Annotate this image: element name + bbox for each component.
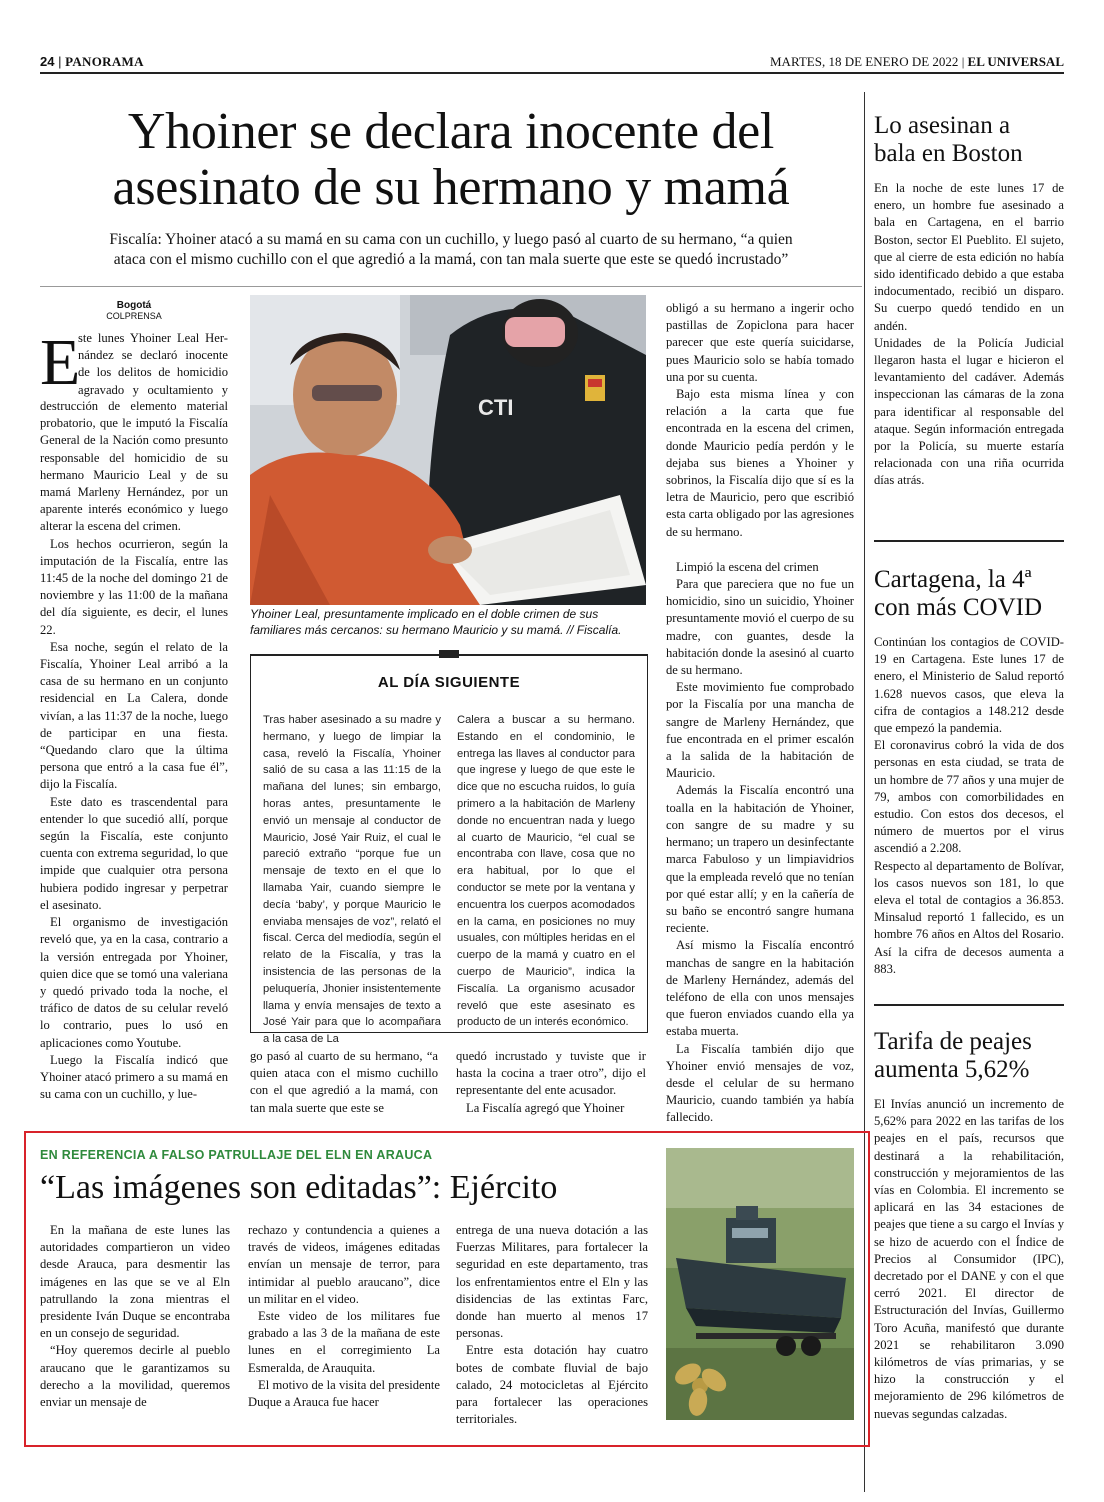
paragraph: Entre esta dotación hay cuatro botes de combate fluvial de bajo calado, 24 motocicletas al Ejército para fortalecer las operaciones territoriales. xyxy=(456,1343,648,1427)
paper-name: EL UNIVERSAL xyxy=(967,54,1064,69)
header-right: MARTES, 18 DE ENERO DE 2022 | EL UNIVERSAL xyxy=(770,54,1064,69)
main-photo xyxy=(250,295,646,605)
sidebar-story-3 xyxy=(874,1028,1064,1423)
brief-title-line: bala en Boston xyxy=(874,140,1023,167)
deck-line-2: ataca con el mismo cuchillo con el que agredió a la mamá, con tan mala suerte que este se quedó incrustado” xyxy=(113,251,789,268)
paragraph: La Fiscalía agregó que Yhoiner xyxy=(466,1100,625,1115)
article-column-4 xyxy=(666,300,854,1127)
paragraph: Este video de los militares fue grabado a las 3 de la mañana de este lunes en el corregimiento La Esmeralda, de Arauquita. xyxy=(248,1309,440,1375)
paragraph: El organismo de investigación reveló que, ya en la casa, contrario a la versión entregada por Yhoiner, quien dice que se tomó una valeriana y quedó privado toda la noche, el tráfico de datos de su celular reveló lo contrario, pues lo usó en aplicaciones como Youtube. xyxy=(40,915,228,1050)
paragraph: obligó a su hermano a ingerir ocho pastillas de Zopiclona para hacer parecer que este quería suicidarse, pues Mauricio solo se había tomado una por su cuenta. xyxy=(666,301,854,384)
deck-rule xyxy=(40,286,862,287)
bottom-column-3 xyxy=(456,1222,648,1428)
page-folio: 24 | PANORAMA xyxy=(40,54,144,69)
brief-title-line: Cartagena, la 4ª xyxy=(874,566,1032,593)
paragraph: quedó incrustado y tuviste que ir hasta la cocina a traer otro”, dijo el representante del ente acusador. xyxy=(456,1049,646,1098)
bottom-column-1 xyxy=(40,1222,230,1411)
photo-illustration xyxy=(250,295,646,605)
dateline xyxy=(40,300,228,321)
dropcap-letter: E xyxy=(40,326,81,399)
paragraph: En la mañana de este lunes las autoridades compartieron un video desde Arauca, para desmentir las imágenes en las que se ve al Eln patrullando la zona mientras el presidente Iván Duque se encontraba en un consejo de seguridad. xyxy=(40,1223,230,1341)
bottom-headline: “Las imágenes son editadas”: Ejército xyxy=(40,1169,558,1206)
paragraph: Bajo esta misma línea y con relación a la carta que fue encontrada en la escena del crimen, donde Mauricio pedía perdón y le dejaba sus bienes a Yhoiner y sobrinos, la Fiscalía dijo que sí es la letra de Mauricio, pero que escribió esta carta obligado por las agresiones de su hermano. xyxy=(666,387,854,539)
headline-line-1: Yhoiner se declara inocente del xyxy=(127,103,775,160)
article-column-1 xyxy=(40,326,228,1103)
paragraph: destrucción de elemento material probatorio, que le imputó la Fiscalía General de la Nación como presunto responsable del homicidio de su hermano Mauricio Leal y de su mamá Marleny Hernández, por un aparente interés económico y luego alterar la escena del crimen. xyxy=(40,399,228,534)
col1-line: ste lunes Yhoiner Leal Her- xyxy=(78,331,228,345)
photo-caption: Yhoiner Leal, presuntamente implicado en el doble crimen de sus familiares más cercanos: su hermano Mauricio y su mamá. // Fiscalía. xyxy=(250,607,622,637)
article-column-3-bottom xyxy=(456,1048,646,1117)
main-deck xyxy=(40,230,862,270)
sidebar-rule xyxy=(874,1004,1064,1006)
sidebar-box xyxy=(250,654,648,1046)
bottom-column-2 xyxy=(248,1222,440,1411)
paragraph: Los hechos ocurrieron, según la imputación de la Fiscalía, entre las 11:45 de la noche del domingo 21 de noviembre y las 11:00 de la mañana del día siguiente, es decir, el lunes 22. xyxy=(40,536,228,637)
col1-line: de los delitos de homicidio xyxy=(78,365,228,380)
brief-title-line: Tarifa de peajes xyxy=(874,1028,1032,1055)
brief-title-line: aumenta 5,62% xyxy=(874,1056,1030,1083)
bottom-kicker: EN REFERENCIA A FALSO PATRULLAJE DEL ELN EN ARAUCA xyxy=(40,1148,433,1162)
dateline-city: Bogotá xyxy=(116,300,152,311)
paragraph: Continúan los contagios de COVID-19 en Cartagena. Este lunes 17 de enero, el Ministerio de Salud reportó 1.628 nuevos casos, que eleva la cifra de contagios a 148.212 desde que empezó la pandemia. xyxy=(874,635,1064,736)
main-headline xyxy=(40,104,862,216)
paragraph: entrega de una nueva dotación a las Fuerzas Militares, para fortalecer la seguridad en este departamento, tras los enfrentamientos entre el Eln y las disidencias de las extintas Farc, donde han muerto al menos 17 personas. xyxy=(456,1223,648,1341)
paragraph: Este movimiento fue comprobado por la Fiscalía por una mancha de sangre de Marleny Hernández, que fue encontrada en el primer escalón a la salida de la habitación de Mauricio. xyxy=(666,680,854,781)
page-number: 24 xyxy=(40,54,55,69)
paragraph: Además la Fiscalía encontró una toalla en la habitación de Yhoiner, con sangre de su madre y su hermano; un trapero un desinfectante marca Fabuloso y un limpiavidrios que la empleada reveló que no tenían por qué estar allí; y en la cañería de su baño se encontró sangre humana reciente. xyxy=(666,783,854,936)
sidebar-rule xyxy=(874,540,1064,542)
boat-photo xyxy=(666,1148,854,1420)
col1-line: agravado y ocultamiento y xyxy=(78,382,228,397)
paragraph: Así mismo la Fiscalía encontró manchas de sangre en la habitación de Marleny Hernández, además del teléfono de ella con unos mensajes que fueron enviados cuando ella ya estaba muerta. xyxy=(666,938,854,1039)
sidebar-story-1 xyxy=(874,112,1064,490)
paragraph: Este dato es trascendental para entender lo que sucedió allí, porque según la Fiscalía, este conjunto cuenta con extrema seguridad, lo que impide que cualquier otra persona hubiera podido ingresar y perpetrar el asesinato. xyxy=(40,794,228,912)
header-rule xyxy=(40,72,1064,74)
dateline-agency: COLPRENSA xyxy=(106,311,162,321)
box-tab xyxy=(439,650,459,658)
brief-title-line: Lo asesinan a xyxy=(874,112,1011,139)
paragraph: El coronavirus cobró la vida de dos personas en esta ciudad, se trata de un hombre de 77 años y una mujer de 79, ambos con comorbilidades en estudio. Con estos dos decesos, el número de muertos por el virus ascendió a 2.208. xyxy=(874,738,1064,856)
paragraph: Luego la Fiscalía indicó que Yhoiner atacó primero a su mamá en su cama con un cuchillo, y lue- xyxy=(40,1052,228,1102)
box-column-2: Calera a buscar a su hermano. Estando en el condominio, le entrega las llaves al conductor para que ingrese y luego de que este le dice que no escucha ruidos, lo guía primero a la habitación de Marleny donde no encuentran nada y luego al cuarto de Mauricio, “el cual se encontraba con llave, cosa que no era habitual, por lo que el conductor se mete por la ventana y encuentra los cuerpos acomodados en la cama, en posiciones no muy usuales, con múltiples heridas en el cuerpo de la mamá y cuatro en el cuerpo de Mauricio”, indica la Fiscalía. La organismo acusador reveló que este asesinato es producto de un interés económico. xyxy=(457,714,635,1029)
article-column-2-bottom xyxy=(250,1048,438,1117)
sidebar-story-2 xyxy=(874,566,1064,978)
paragraph: “Hoy queremos decirle al pueblo araucano que le garantizamos su derecho a la movilidad, queremos enviar un mensaje de xyxy=(40,1343,230,1410)
boat-illustration xyxy=(666,1148,854,1420)
section-name: PANORAMA xyxy=(65,54,144,69)
col1-line: nández se declaró inocente xyxy=(78,348,228,363)
paragraph: Para que pareciera que no fue un homicidio, sino un suicidio, Yhoiner presuntamente movió el cuerpo de su madre, con guantes, desde la habitación donde la asesinó al cuarto de su hermano. xyxy=(666,577,854,678)
paragraph: Esa noche, según el relato de la Fiscalía, Yhoiner Leal arribó a la casa de su hermano en un conjunto residencial en La Calera, donde vivían, a las 11:37 de la noche, luego de participar en una fiesta. “Quedando claro que la última persona que entró a la casa fue él”, dijo la Fiscalía. xyxy=(40,639,228,792)
brief-title-line: con más COVID xyxy=(874,594,1043,621)
paragraph: Respecto al departamento de Bolívar, los casos nuevos son 181, lo que eleva el total de contagios a 36.853. Minsalud reportó 1 fallecido, es un hombre 76 años en Altos del Rosario. Así la cifra de decesos aumenta a 883. xyxy=(874,858,1064,976)
paragraph: La Fiscalía también dijo que Yhoiner envió mensajes de voz, desde el celular de su hermano Mauricio, cuando también ya había fallecido. xyxy=(666,1041,854,1125)
page-header xyxy=(40,52,1064,72)
subhead: Limpió la escena del crimen xyxy=(676,559,819,574)
paragraph: rechazo y contundencia a quienes a través de videos, imágenes editadas envían un mensaje de terror, para intimidar al pueblo araucano”, dice un militar en el video. xyxy=(248,1223,440,1306)
box-title: AL DÍA SIGUIENTE xyxy=(377,674,521,691)
dropcap-block xyxy=(40,326,228,399)
brief-title xyxy=(874,1028,1064,1084)
paragraph: Unidades de la Policía Judicial llegaron hasta el lugar e hicieron el levantamiento del cadáver. Además inspeccionan las cámaras de la zona para identificar al responsable del ataque. Según información entregada por la Policía, su muerte estaría relacionada con una riña ocurrida días atrás. xyxy=(874,335,1064,488)
paragraph: El Invías anunció un incremento de 5,62% para 2022 en las tarifas de los peajes en el país, recursos que destinará a la rehabilitación, construcción y mejoramientos de las vías en Colombia. El incremento se aplicará en las 34 estaciones de peajes que tiene a su cargo el Invías y se hizo de acuerdo con el Índice de Precios al Consumidor (IPC), decretado por el DANE y con el que cerró 2021. El director de Estructuración del Invías, Guillermo Toro Acuña, manifestó que durante 2021 se rehabilitaron 3.090 kilómetros de vías primarias, y se hizo la construcción y el mejoramiento de 296 kilómetros de nuevas segundas calzadas. xyxy=(874,1097,1065,1421)
issue-date: MARTES, 18 DE ENERO DE 2022 xyxy=(770,54,959,69)
paragraph: El motivo de la visita del presidente Duque a Arauca fue hacer xyxy=(248,1377,440,1410)
brief-title xyxy=(874,566,1064,622)
paragraph: go pasó al cuarto de su hermano, “a quien ataca con el mismo cuchillo con el que agredió a la mamá, con tan mala suerte que este se xyxy=(250,1049,438,1115)
cti-logo: CTI xyxy=(478,395,514,420)
brief-title xyxy=(874,112,1064,168)
deck-line-1: Fiscalía: Yhoiner atacó a su mamá en su cama con un cuchillo, y luego pasó al cuarto de su hermano, “a quien xyxy=(109,231,793,248)
headline-line-2: asesinato de su hermano y mamá xyxy=(112,159,790,216)
paragraph: En la noche de este lunes 17 de enero, un hombre fue asesinado a bala en Cartagena, en el barrio Boston, sector El Pueblito. El sujeto, que al cierre de esta edición no había sido identificado debido a que estaba indocumentado, recibió un disparo. Su cuerpo quedó tendido en un andén. xyxy=(874,181,1064,333)
box-column-1: Tras haber asesinado a su madre y hermano, y luego de limpiar la casa, reveló la Fiscalía, Yhoiner salió de su casa a las 11:15 de la mañana del lunes; sin embargo, horas antes, presuntamente le envió un mensaje al conductor de Mauricio, José Yair Ruiz, el cual le pareció extraño “porque fue un mensaje de texto en el que lo llamaba Yair, cuando siempre le decía ‘baby’, y porque Mauricio le enviaba mensajes de voz”, relató el fiscal. Cerca del mediodía, según el relato de la Fiscalía, y tras la insistencia de las personas de la peluquería, Jhonier insistentemente llama y envía mensajes de texto a José Yair para que lo acompañara a la casa de La xyxy=(263,714,441,1046)
